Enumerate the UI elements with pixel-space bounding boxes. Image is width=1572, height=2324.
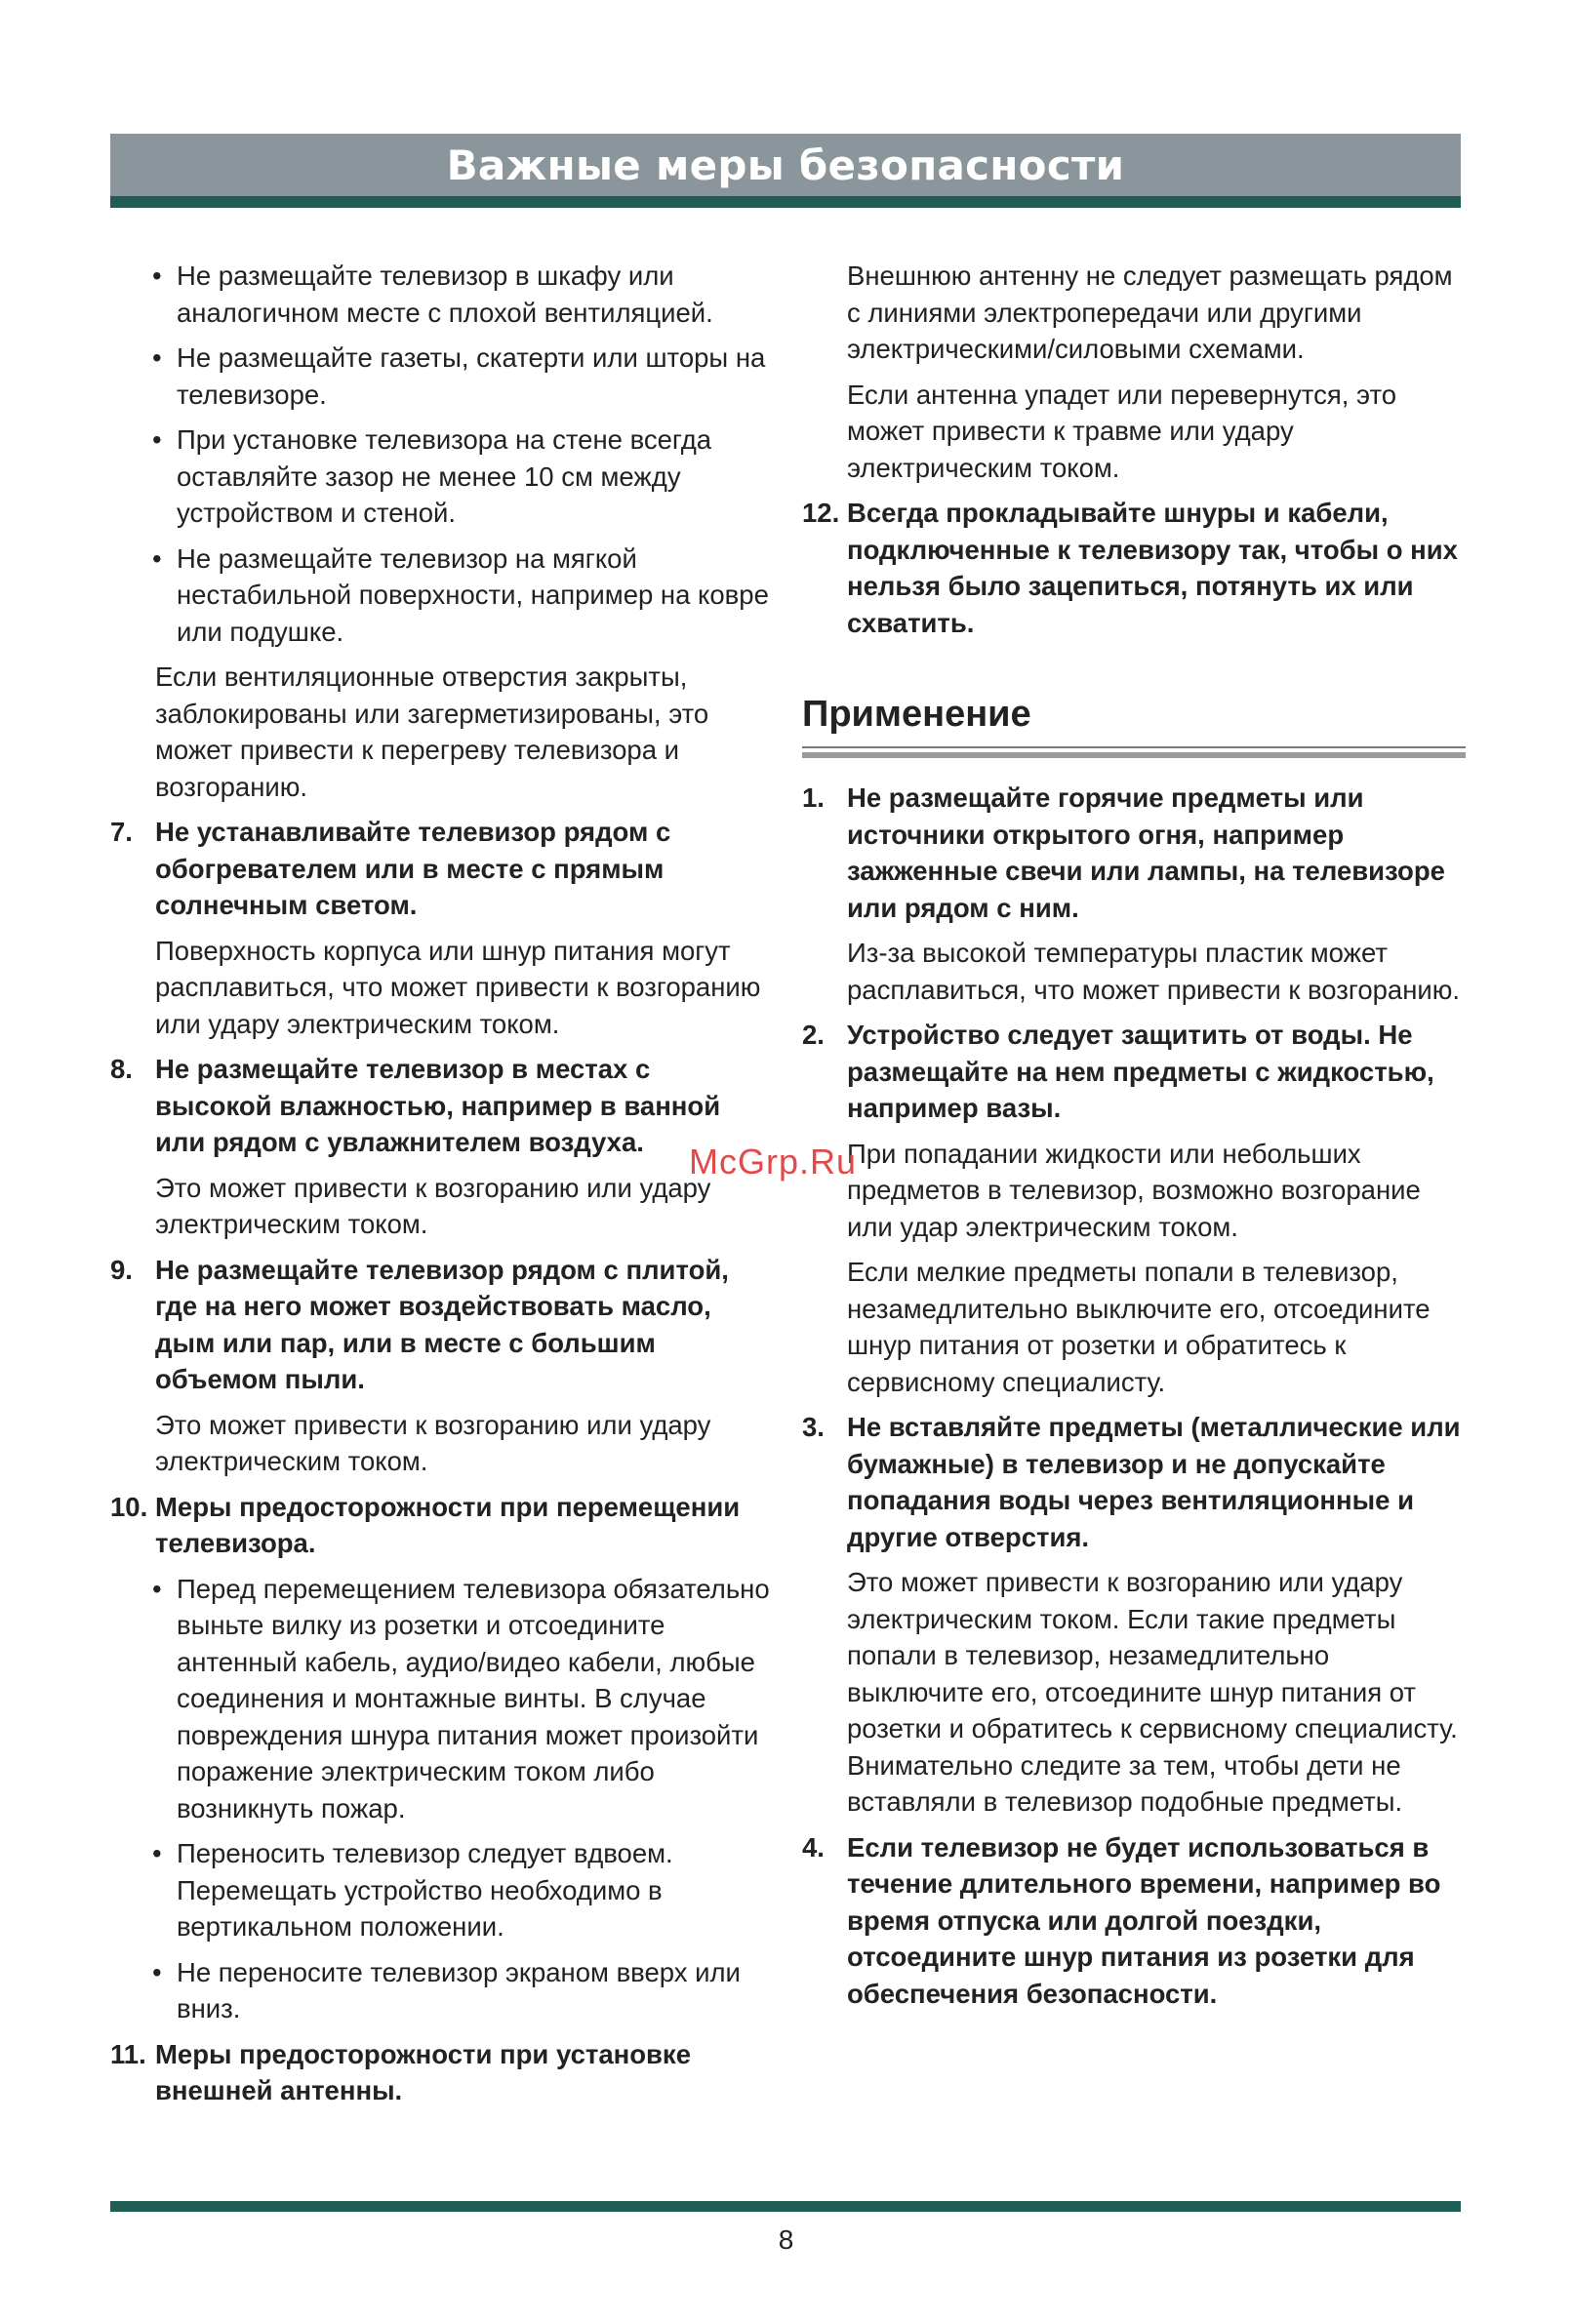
antenna-text-1: Внешнюю антенну не следует размещать рядом с линиями электропередачи или другими электрическими/силовыми схемами.: [847, 260, 1453, 364]
usage-item-3-title: 3. Не вставляйте предметы (металлические или бумажные) в телевизор и не допускайте попадания воды через вентиляционные и другие отверстия.: [802, 1412, 1461, 1552]
item-8-title: 8. Не размещайте телевизор в местах с высокой влажностью, например в ванной или рядом с увлажнителем воздуха.: [110, 1054, 721, 1157]
usage-item-1-text: Из-за высокой температуры пластик может расплавиться, что может привести к возгоранию.: [847, 938, 1461, 1005]
watermark: McGrp.Ru: [689, 1142, 858, 1182]
item-12-title: 12. Всегда прокладывайте шнуры и кабели, подключенные к телевизору так, чтобы о них нельзя было зацепиться, потянуть их или схватить.: [802, 498, 1458, 638]
bullet-icon: •: [152, 1838, 162, 1868]
bullet-icon: •: [152, 260, 162, 291]
list-item: • Не размещайте телевизор в шкафу или аналогичном месте с плохой вентиляцией.: [110, 258, 774, 331]
bullet-icon: •: [152, 1573, 162, 1604]
vent-note: Если вентиляционные отверстия закрыты, заблокированы или загерметизированы, это может привести к перегреву телевизора и возгоранию.: [155, 661, 709, 802]
item-7-title: 7. Не устанавливайте телевизор рядом с обогревателем или в месте с прямым солнечным светом.: [110, 817, 671, 920]
section-divider: [802, 746, 1466, 758]
usage-item-2-title: 2. Устройство следует защитить от воды. Не размещайте на нем предметы с жидкостью, например вазы.: [802, 1020, 1434, 1123]
page-number: 8: [778, 2224, 794, 2255]
left-column: [110, 258, 774, 2118]
usage-item-2-text-2: Если мелкие предметы попали в телевизор, незамедлительно выключите его, отсоедините шнур питания от розетки и обратитесь к сервисному специалисту.: [847, 1257, 1431, 1397]
list-item: • Не размещайте телевизор на мягкой нестабильной поверхности, например на ковре или подушке.: [110, 541, 774, 651]
usage-item-3-text: Это может привести к возгоранию или удару электрическим током. Если такие предметы попали в телевизор, незамедлительно выключите его, отсоедините шнур питания от розетки и обратитесь к сервисному специалисту. Внимательно следите за тем, чтобы дети не вставляли в телевизор подобные предметы.: [847, 1567, 1458, 1817]
bullet-icon: •: [152, 424, 162, 455]
list-item: • Не размещайте газеты, скатерти или шторы на телевизоре.: [110, 340, 774, 413]
section-title: Применение: [802, 694, 1031, 735]
usage-item-2-text-1: При попадании жидкости или небольших предметов в телевизор, возможно возгорание или удар электрическим током.: [847, 1138, 1421, 1242]
item-8-text: Это может привести к возгоранию или удару электрическим током.: [155, 1172, 711, 1239]
item-9-text: Это может привести к возгоранию или удару электрическим током.: [155, 1409, 711, 1476]
item-11-title: 11. Меры предосторожности при установке внешней антенны.: [110, 2038, 691, 2105]
list-item: • При установке телевизора на стене всегда оставляйте зазор не менее 10 см между устройством и стеной.: [110, 421, 774, 532]
bullet-icon: •: [152, 1956, 162, 1987]
antenna-text-2: Если антенна упадет или перевернутся, это может привести к травме или удару электрическим током.: [847, 379, 1397, 483]
header-banner: [110, 134, 1461, 208]
item-9-title: 9. Не размещайте телевизор рядом с плитой, где на него может воздействовать масло, дым или пар, или в месте с большим объемом пыли.: [110, 1254, 729, 1394]
bullet-icon: •: [152, 342, 162, 373]
item-7-text: Поверхность корпуса или шнур питания могут расплавиться, что может привести к возгоранию или удару электрическим током.: [155, 935, 761, 1039]
list-item: • Переносить телевизор следует вдвоем. Перемещать устройство необходимо в вертикальном положении.: [110, 1835, 774, 1945]
page-title: Важные меры безопасности: [446, 140, 1125, 189]
list-item: • Перед перемещением телевизора обязательно выньте вилку из розетки и отсоедините антенный кабель, аудио/видео кабели, любые соединения и монтажные винты. В случае повреждения шнура питания может произойти поражение электрическим током либо возникнуть пожар.: [110, 1571, 774, 1827]
item-10-title: 10. Меры предосторожности при перемещении телевизора.: [110, 1491, 741, 1558]
usage-item-4-title: 4. Если телевизор не будет использоваться в течение длительного времени, например во время отпуска или долгой поездки, отсоедините шнур питания из розетки для обеспечения безопасности.: [802, 1831, 1441, 2009]
right-column: [802, 258, 1466, 2021]
usage-item-1-title: 1. Не размещайте горячие предметы или источники открытого огня, например зажженные свечи или лампы, на телевизоре или рядом с ним.: [802, 782, 1445, 923]
footer-divider: [110, 2201, 1461, 2212]
list-item: • Не переносите телевизор экраном вверх или вниз.: [110, 1954, 774, 2027]
bullet-icon: •: [152, 542, 162, 574]
